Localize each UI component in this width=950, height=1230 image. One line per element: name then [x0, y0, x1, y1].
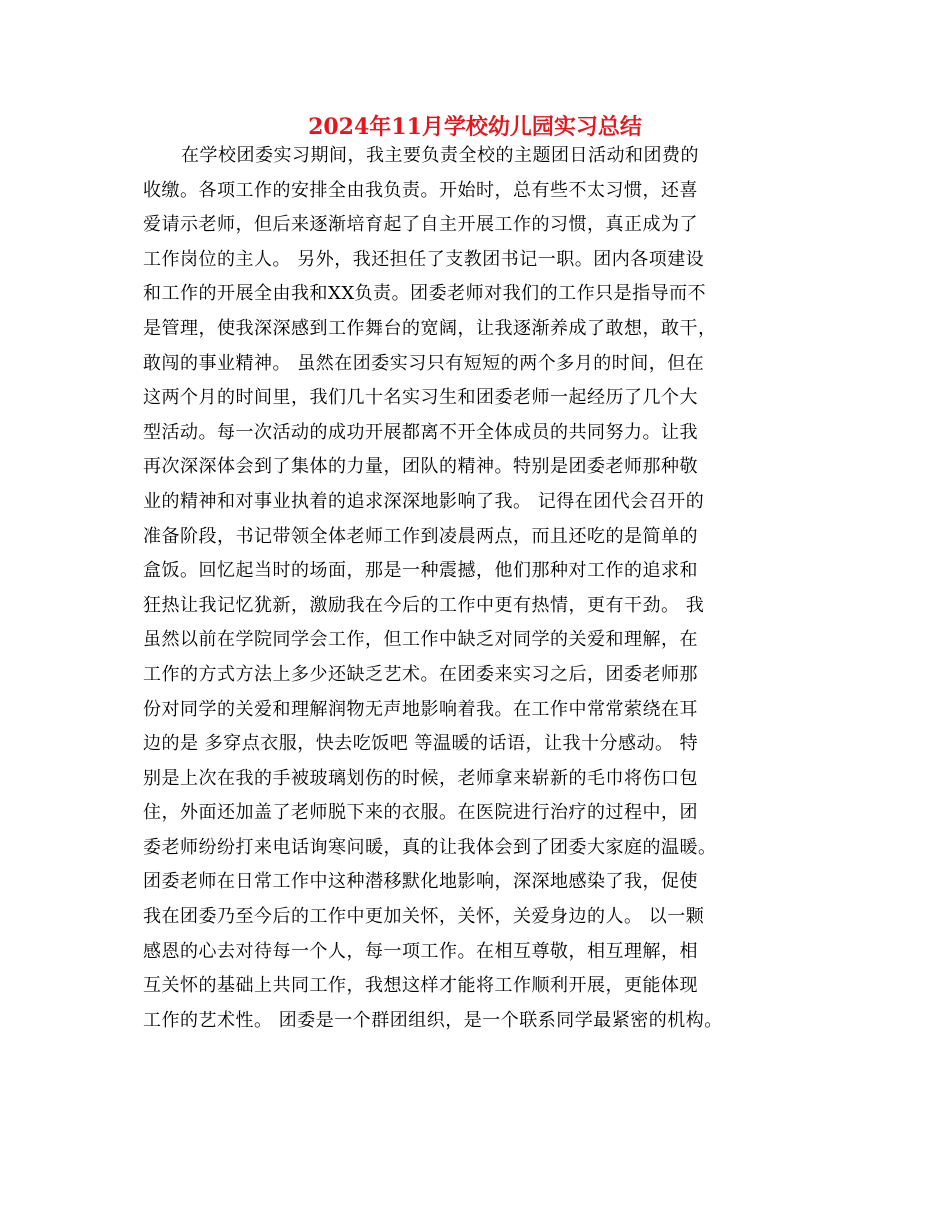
text-line: 爱请示老师，但后来逐渐培育起了自主开展工作的习惯，真正成为了	[143, 214, 698, 236]
text-line: 互关怀的基础上共同工作，我想这样才能将工作顺利开展，更能体现	[143, 975, 698, 997]
text-line: 委老师纷纷打来电话询寒问暖，真的让我体会到了团委大家庭的温暖。	[143, 836, 717, 858]
text-line: 团委老师在日常工作中这种潜移默化地影响，深深地感染了我，促使	[143, 871, 698, 893]
text-line: 准备阶段，书记带领全体老师工作到凌晨两点，而且还吃的是简单的	[143, 525, 698, 547]
text-line: 住，外面还加盖了老师脱下来的衣服。在医院进行治疗的过程中，团	[143, 802, 698, 824]
text-line: 敢闯的事业精神。 虽然在团委实习只有短短的两个多月的时间，但在	[143, 352, 705, 374]
text-line: 狂热让我记忆犹新，激励我在今后的工作中更有热情，更有干劲。 我	[143, 594, 705, 616]
text-line: 边的是 多穿点衣服，快去吃饭吧 等温暖的话语，让我十分感动。 特	[143, 733, 699, 755]
text-line: 收缴。各项工作的安排全由我负责。开始时，总有些不太习惯，还喜	[143, 179, 698, 201]
text-line: 在学校团委实习期间，我主要负责全校的主题团日活动和团费的	[181, 145, 699, 166]
text-line: 我在团委乃至今后的工作中更加关怀，关怀，关爱身边的人。 以一颗	[143, 906, 705, 928]
text-line: 是管理，使我深深感到工作舞台的宽阔，让我逐渐养成了敢想，敢干，	[143, 317, 717, 339]
text-line: 工作岗位的主人。 另外，我还担任了支教团书记一职。团内各项建设	[143, 248, 705, 270]
document-body	[143, 139, 843, 1038]
text-line: 这两个月的时间里，我们几十名实习生和团委老师一起经历了几个大	[143, 387, 698, 409]
text-line: 型活动。每一次活动的成功开展都离不开全体成员的共同努力。让我	[143, 421, 698, 443]
text-line: 工作的艺术性。 团委是一个群团组织，是一个联系同学最紧密的机构。	[143, 1009, 723, 1031]
text-line: 别是上次在我的手被玻璃划伤的时候，老师拿来崭新的毛巾将伤口包	[143, 767, 698, 789]
text-line: 再次深深体会到了集体的力量，团队的精神。特别是团委老师那种敬	[143, 456, 698, 478]
text-line: 工作的方式方法上多少还缺乏艺术。在团委来实习之后，团委老师那	[143, 663, 698, 685]
text-line: 虽然以前在学院同学会工作，但工作中缺乏对同学的关爱和理解，在	[143, 629, 698, 651]
text-line: 业的精神和对事业执着的追求深深地影响了我。 记得在团代会召开的	[143, 490, 705, 512]
text-line: 盒饭。回忆起当时的场面，那是一种震撼，他们那种对工作的追求和	[143, 560, 698, 582]
text-line: 感恩的心去对待每一个人，每一项工作。在相互尊敬，相互理解，相	[143, 940, 698, 962]
text-line: 和工作的开展全由我和XX负责。团委老师对我们的工作只是指导而不	[143, 283, 707, 305]
document-title: 2024年11月学校幼儿园实习总结	[308, 114, 642, 140]
text-line: 份对同学的关爱和理解润物无声地影响着我。在工作中常常萦绕在耳	[143, 698, 698, 720]
